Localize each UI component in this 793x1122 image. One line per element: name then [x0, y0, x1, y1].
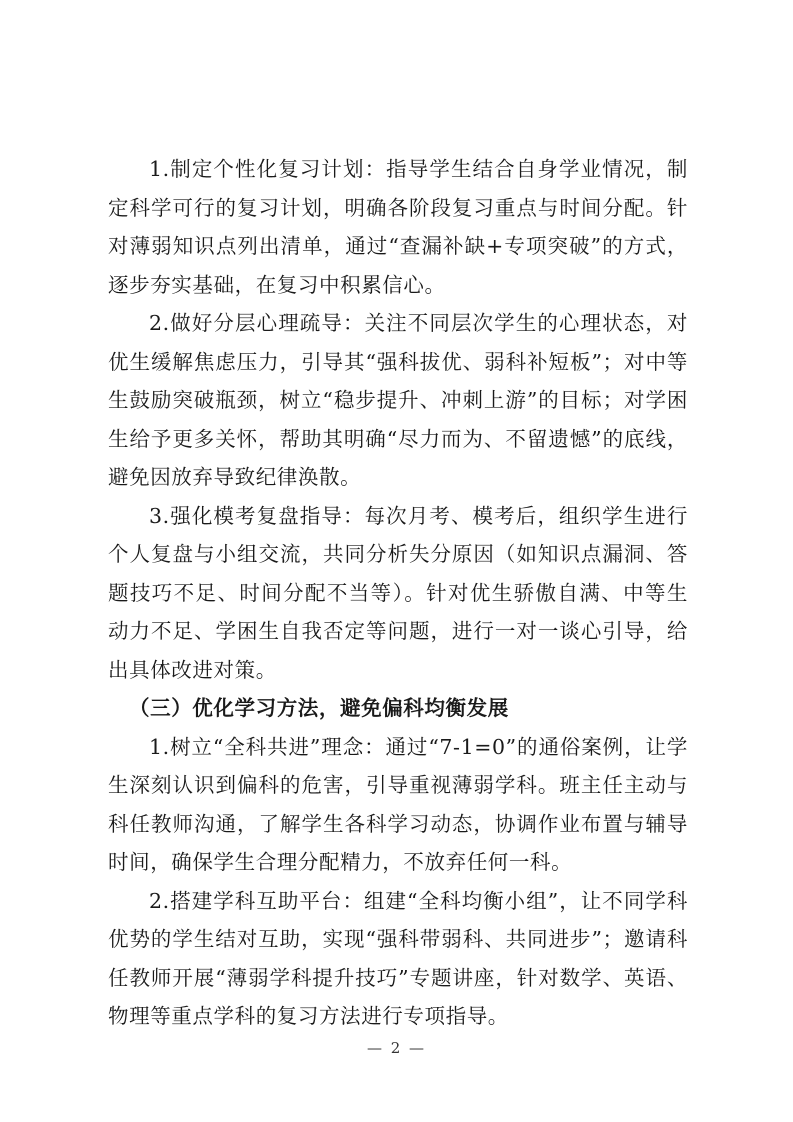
- section-heading: （三）优化学习方法，避免偏科均衡发展: [129, 696, 509, 720]
- page-number: — 2 —: [366, 1039, 427, 1057]
- paragraph-review-plan: 1.制定个性化复习计划：指导学生结合自身学业情况，制定科学可行的复习计划，明确各阶段复习重点与时间分配。针对薄弱知识点列出清单，通过“查漏补缺+专项突破”的方式，逐步夯实基础，在复习中积累信心。: [108, 157, 688, 297]
- paragraph-mock-exam-review: 3.强化模考复盘指导：每次月考、模考后，组织学生进行个人复盘与小组交流，共同分析失分原因（如知识点漏洞、答题技巧不足、时间分配不当等）。针对优生骄傲自满、中等生动力不足、学困生自我否定等问题，进行一对一谈心引导，给出具体改进对策。: [108, 503, 688, 682]
- document-body: [108, 150, 688, 1036]
- paragraph-psychological-guidance: 2.做好分层心理疏导：关注不同层次学生的心理状态，对优生缓解焦虑压力，引导其“强科拔优、弱科补短板”；对中等生鼓励突破瓶颈，树立“稳步提升、冲刺上游”的目标；对学困生给予更多关怀，帮助其明确“尽力而为、不留遗憾”的底线，避免因放弃导致纪律涣散。: [108, 311, 688, 489]
- paragraph-mutual-aid: 2.搭建学科互助平台：组建“全科均衡小组”，让不同学科优势的学生结对互助，实现“强科带弱科、共同进步”；邀请科任教师开展“薄弱学科提升技巧”专题讲座，针对数学、英语、物理等重点学科的复习方法进行专项指导。: [108, 888, 688, 1028]
- paragraph-all-subjects: 1.树立“全科共进”理念：通过“7-1=0”的通俗案例，让学生深刻认识到偏科的危害，引导重视薄弱学科。班主任主动与科任教师沟通，了解学生各科学习动态，协调作业布置与辅导时间，确保学生合理分配精力，不放弃任何一科。: [108, 734, 688, 874]
